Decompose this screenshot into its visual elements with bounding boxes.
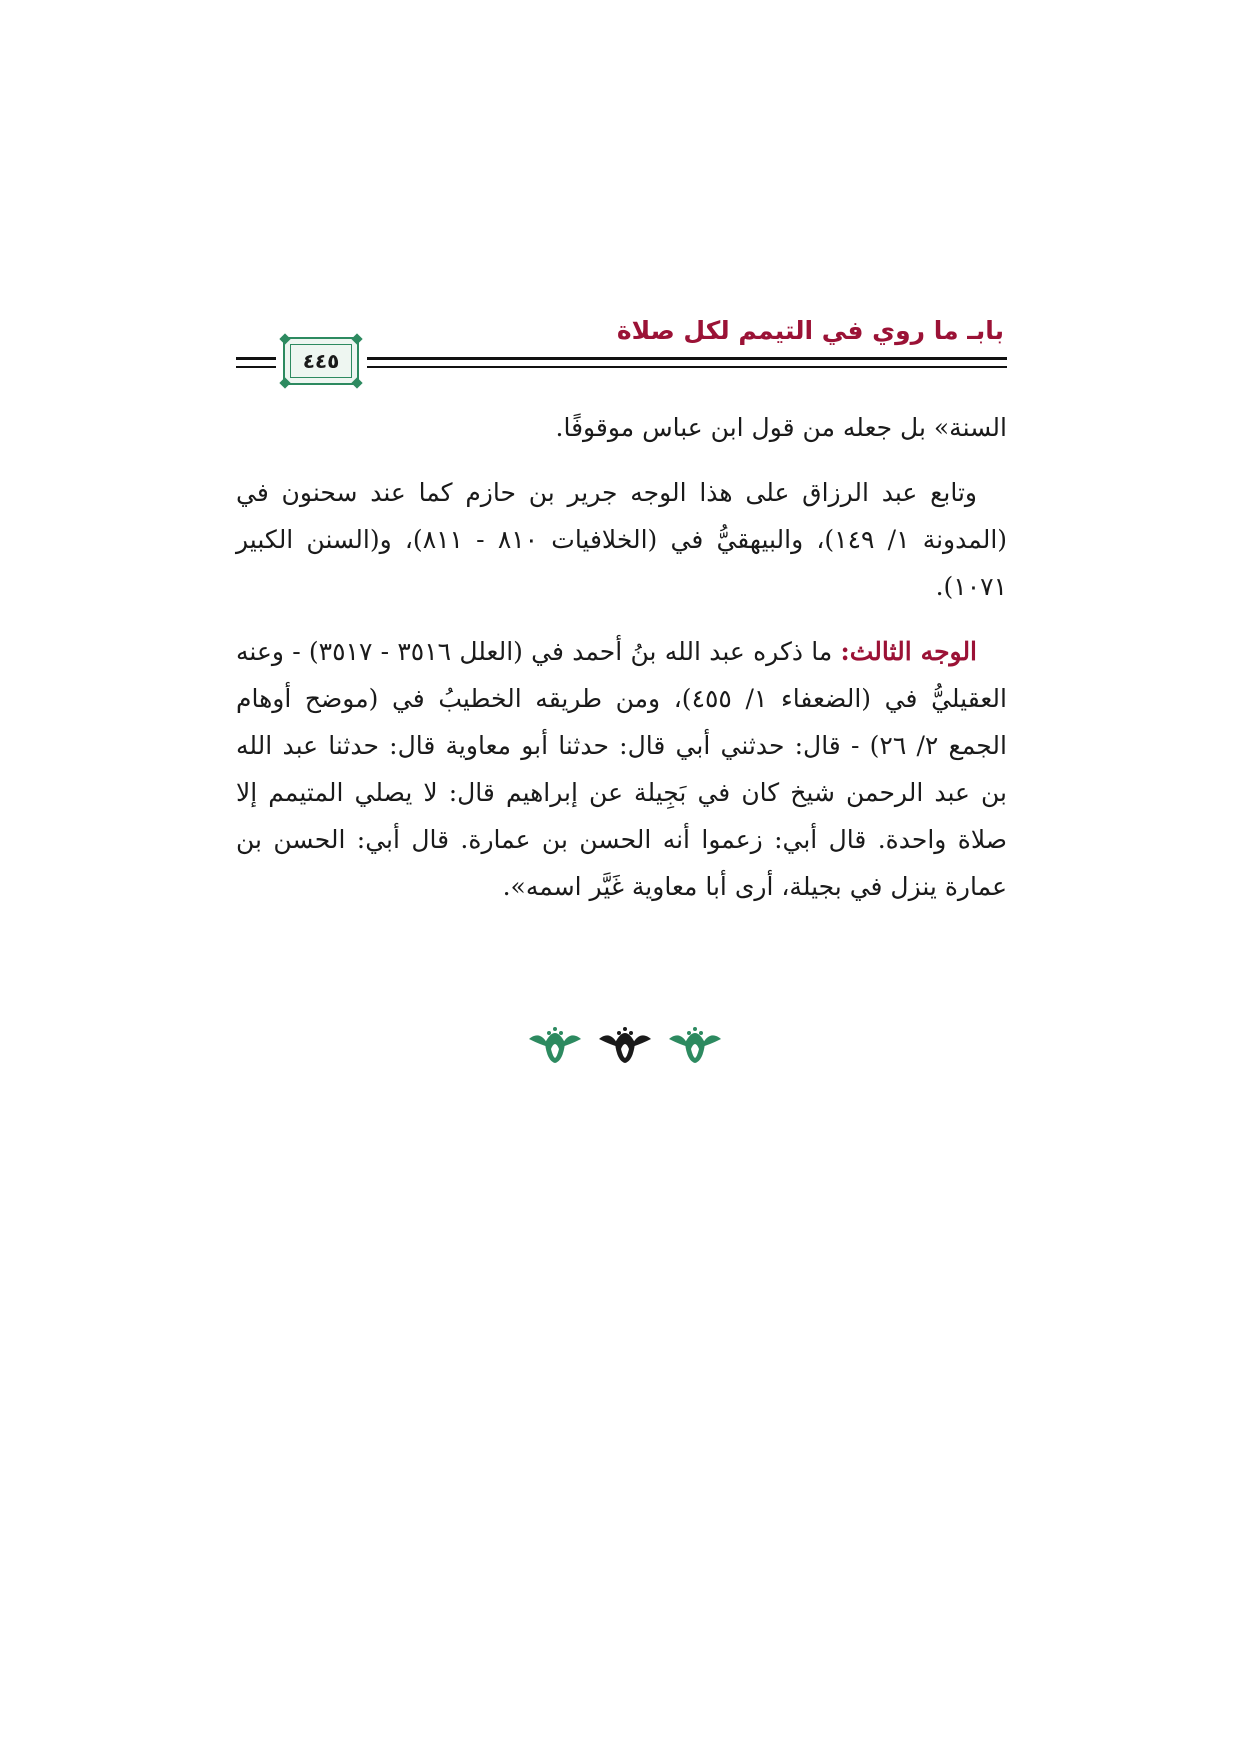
paragraph: وتابع عبد الرزاق على هذا الوجه جرير بن حازم كما عند سحنون في (المدونة ١/ ١٤٩)، والبيهقيُّ في (الخلافيات ٨١٠ - ٨١١)، و(السنن الكبير ١٠٧١). [236, 478, 1008, 601]
header-rule [367, 366, 1007, 368]
badge-corner-icon [279, 377, 290, 388]
badge-corner-icon [351, 377, 362, 388]
paragraph [236, 628, 1007, 910]
header-rule [236, 357, 276, 360]
running-header-title: بابـ ما روي في التيمم لكل صلاة [616, 316, 1004, 345]
ornament-flower-icon [669, 1027, 721, 1063]
paragraph-text: ما ذكره عبد الله بنُ أحمد في (العلل ٣٥١٦ - ٣٥١٧) - وعنه العقيليُّ في (الضعفاء ١/ ٤٥٥)، ومن طريقه الخطيبُ في (موضح أوهام الجمع ٢/ ٢٦) - قال: حدثني أبي قال: حدثنا أبو معاوية قال: حدثنا عبد الله بن عبد الرحمن شيخ كان في بَجِيلة عن إبراهيم قال: لا يصلي المتيمم إلا صلاة واحدة. قال أبي: زعموا أنه الحسن بن عمارة. قال أبي: الحسن بن عمارة ينزل في بجيلة، أرى أبا معاوية غَيَّر اسمه». [236, 637, 1007, 901]
floral-ornament-icon [520, 1020, 730, 1070]
paragraph-lead: الوجه الثالث: [840, 637, 978, 666]
page-number-badge [283, 337, 359, 385]
badge-corner-icon [351, 333, 362, 344]
page-number: ٤٤٥ [302, 349, 340, 373]
header-rule [367, 357, 1007, 360]
ornament-flower-icon [529, 1027, 581, 1063]
ornament-flower-icon [599, 1027, 651, 1063]
badge-corner-icon [279, 333, 290, 344]
header-rule [236, 366, 276, 368]
paragraph: السنة» بل جعله من قول ابن عباس موقوفًا. [555, 413, 1007, 442]
body-text [236, 404, 1007, 928]
